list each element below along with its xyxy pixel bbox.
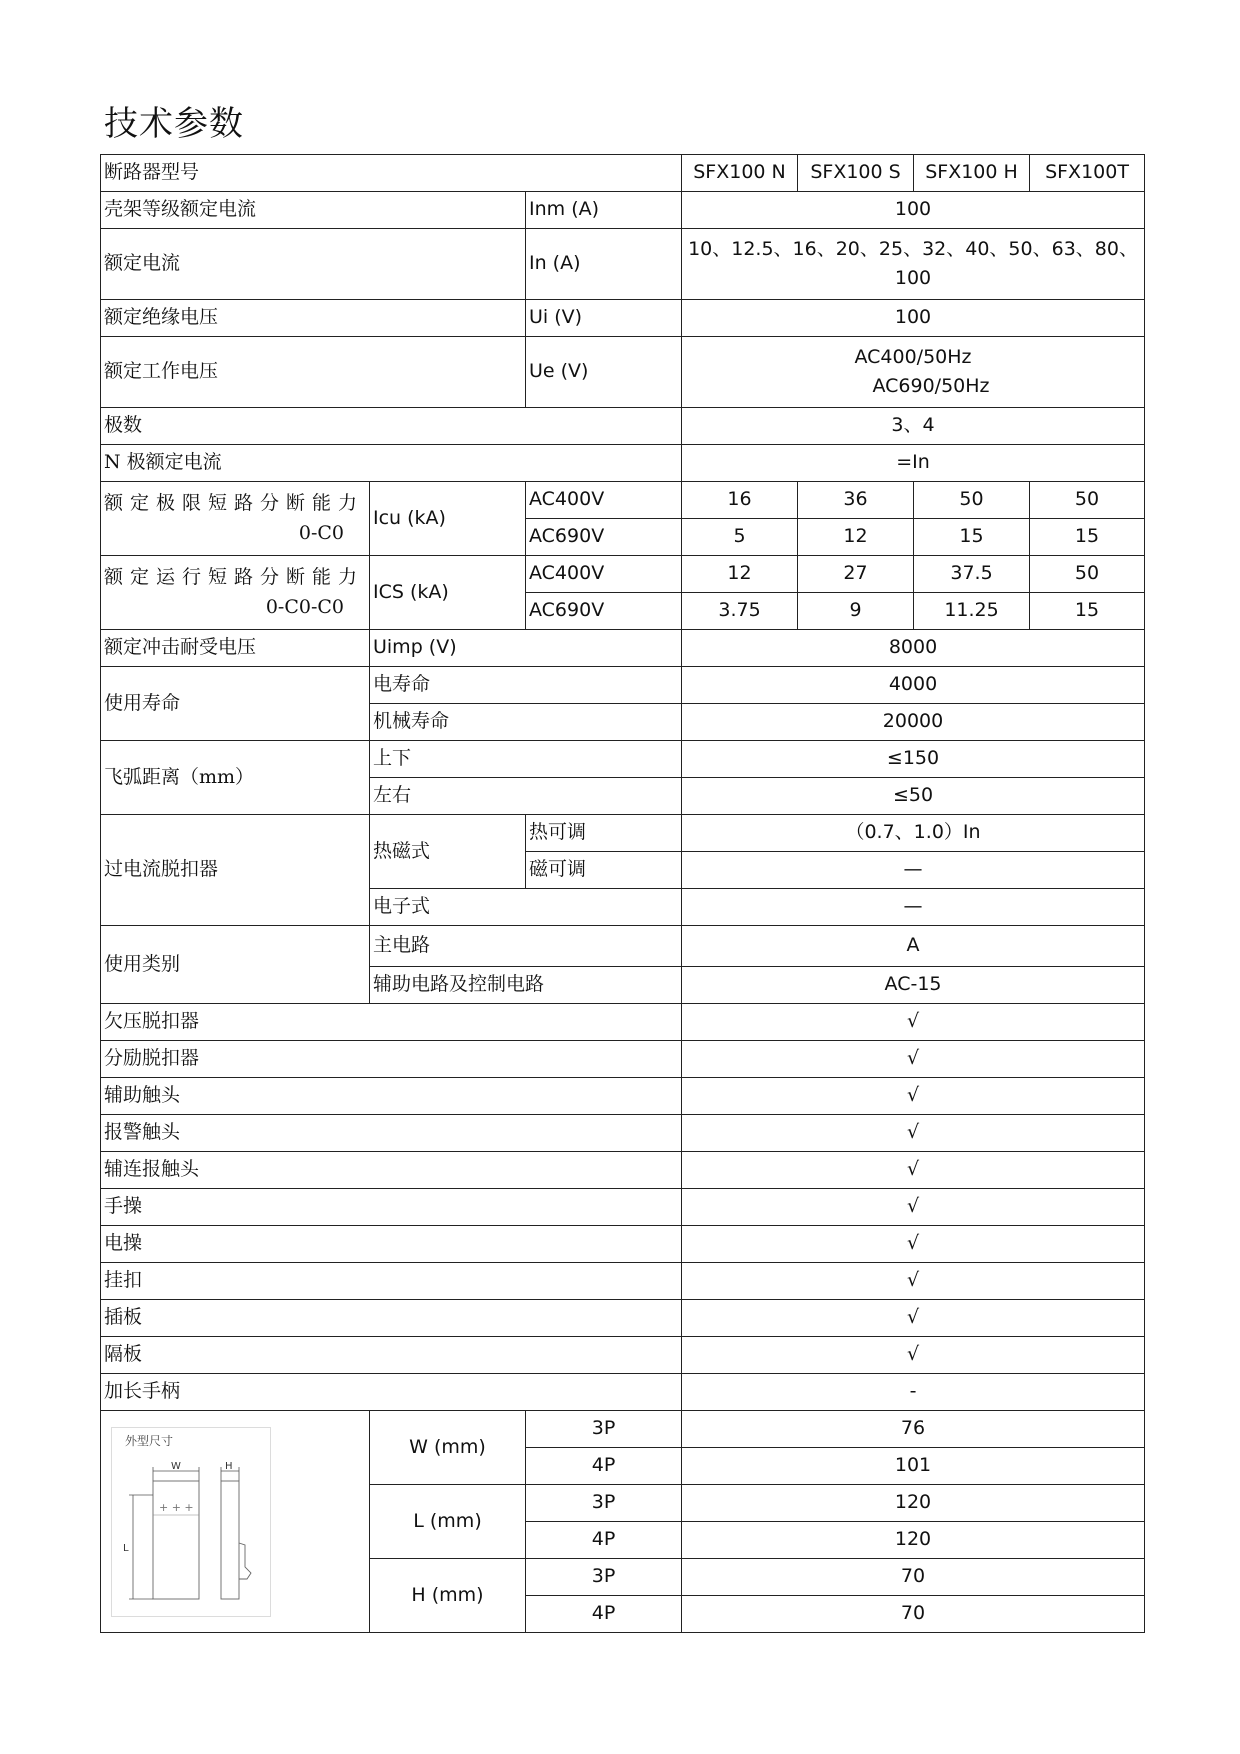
- accessory-row: [101, 1078, 1145, 1115]
- accessory-value: √: [682, 1004, 1145, 1041]
- rated-current-value-line1: 10、12.5、16、20、25、32、40、50、63、80、: [688, 237, 1138, 260]
- accessory-label: 挂扣: [101, 1263, 682, 1300]
- electronic-label: 电子式: [370, 889, 682, 926]
- utilization-category-label: 使用类别: [101, 926, 370, 1004]
- icu-voltage-2: AC690V: [526, 519, 682, 556]
- ics-value-n-2: 3.75: [682, 593, 798, 630]
- dim-poles: 4P: [526, 1522, 682, 1559]
- insulation-voltage-label: 额定绝缘电压: [101, 300, 526, 337]
- accessory-label: 辅连报触头: [101, 1152, 682, 1189]
- ics-value-t-1: 50: [1030, 556, 1145, 593]
- accessory-label: 手操: [101, 1189, 682, 1226]
- magnetic-adjustable-label: 磁可调: [526, 852, 682, 889]
- mechanical-life-label: 机械寿命: [370, 704, 682, 741]
- accessory-row: [101, 1189, 1145, 1226]
- ics-value-h-1: 37.5: [914, 556, 1030, 593]
- dim-value: 70: [682, 1596, 1145, 1633]
- accessory-value: √: [682, 1189, 1145, 1226]
- dim-poles: 4P: [526, 1596, 682, 1633]
- ics-value-h-2: 11.25: [914, 593, 1030, 630]
- accessory-row: [101, 1300, 1145, 1337]
- dim-poles: 3P: [526, 1411, 682, 1448]
- electronic-value: —: [682, 889, 1145, 926]
- dimension-diagram-cell: [101, 1411, 370, 1633]
- n-pole-row: [101, 445, 1145, 482]
- dim-value: 70: [682, 1559, 1145, 1596]
- ics-value-t-2: 15: [1030, 593, 1145, 630]
- dim-value: 120: [682, 1522, 1145, 1559]
- page-title: 技术参数: [104, 104, 244, 144]
- icu-label: 额定极限短路分断能力: [104, 492, 365, 515]
- icu-value-t-2: 15: [1030, 519, 1145, 556]
- accessory-label: 分励脱扣器: [101, 1041, 682, 1078]
- release-row-1: [101, 815, 1145, 852]
- model-label: 断路器型号: [101, 155, 682, 192]
- accessory-value: √: [682, 1078, 1145, 1115]
- main-circuit-label: 主电路: [370, 926, 682, 967]
- impulse-voltage-symbol: Uimp (V): [370, 630, 682, 667]
- diagram-plus-marks: + + +: [159, 1500, 194, 1514]
- poles-value: 3、4: [682, 408, 1145, 445]
- electrical-life-value: 4000: [682, 667, 1145, 704]
- arc-horizontal-label: 左右: [370, 778, 682, 815]
- accessory-row: [101, 1115, 1145, 1152]
- rated-current-value: [682, 229, 1145, 300]
- dimension-diagram: [111, 1427, 271, 1617]
- working-voltage-label: 额定工作电压: [101, 337, 526, 408]
- accessory-label: 电操: [101, 1226, 682, 1263]
- frame-current-value: 100: [682, 192, 1145, 229]
- arc-vertical-label: 上下: [370, 741, 682, 778]
- accessory-value: √: [682, 1041, 1145, 1078]
- model-t: SFX100T: [1030, 155, 1145, 192]
- insulation-voltage-row: [101, 300, 1145, 337]
- arc-vertical-value: ≤150: [682, 741, 1145, 778]
- n-pole-label: N 极额定电流: [101, 445, 682, 482]
- ics-voltage-1: AC400V: [526, 556, 682, 593]
- diagram-l-label: L: [123, 1542, 129, 1554]
- diagram-w-label: W: [171, 1460, 181, 1472]
- icu-value-n-2: 5: [682, 519, 798, 556]
- poles-label: 极数: [101, 408, 682, 445]
- ics-value-n-1: 12: [682, 556, 798, 593]
- accessory-value: √: [682, 1337, 1145, 1374]
- aux-circuit-label: 辅助电路及控制电路: [370, 967, 682, 1004]
- electrical-life-label: 电寿命: [370, 667, 682, 704]
- accessory-value: √: [682, 1263, 1145, 1300]
- ics-value-s-2: 9: [798, 593, 914, 630]
- ics-voltage-2: AC690V: [526, 593, 682, 630]
- working-voltage-line2: AC690/50Hz: [872, 375, 990, 397]
- accessory-value: √: [682, 1152, 1145, 1189]
- mechanical-life-value: 20000: [682, 704, 1145, 741]
- icu-value-h-1: 50: [914, 482, 1030, 519]
- poles-row: [101, 408, 1145, 445]
- accessory-row: [101, 1152, 1145, 1189]
- accessory-label: 隔板: [101, 1337, 682, 1374]
- accessory-value: √: [682, 1226, 1145, 1263]
- dim-label: H (mm): [370, 1559, 526, 1633]
- accessory-value: √: [682, 1300, 1145, 1337]
- thermal-magnetic-label: 热磁式: [370, 815, 526, 889]
- ics-symbol: ICS (kA): [370, 556, 526, 630]
- main-circuit-value: A: [682, 926, 1145, 967]
- accessory-value: -: [682, 1374, 1145, 1411]
- icu-value-s-1: 36: [798, 482, 914, 519]
- impulse-voltage-row: [101, 630, 1145, 667]
- impulse-voltage-label: 额定冲击耐受电压: [101, 630, 370, 667]
- aux-circuit-value: AC-15: [682, 967, 1145, 1004]
- frame-current-label: 壳架等级额定电流: [101, 192, 526, 229]
- frame-current-row: [101, 192, 1145, 229]
- rated-current-symbol: In (A): [526, 229, 682, 300]
- accessory-row: [101, 1041, 1145, 1078]
- accessory-row: [101, 1004, 1145, 1041]
- frame-current-symbol: Inm (A): [526, 192, 682, 229]
- ics-value-s-1: 27: [798, 556, 914, 593]
- icu-voltage-1: AC400V: [526, 482, 682, 519]
- arc-horizontal-value: ≤50: [682, 778, 1145, 815]
- diagram-h-label: H: [225, 1460, 233, 1472]
- header-row: [101, 155, 1145, 192]
- model-s: SFX100 S: [798, 155, 914, 192]
- model-h: SFX100 H: [914, 155, 1030, 192]
- rated-current-label: 额定电流: [101, 229, 526, 300]
- dim-value: 101: [682, 1448, 1145, 1485]
- icu-sub: 0-C0: [298, 521, 344, 544]
- rated-current-value-line2: 100: [894, 267, 932, 289]
- insulation-voltage-symbol: Ui (V): [526, 300, 682, 337]
- accessory-value: √: [682, 1115, 1145, 1152]
- accessory-row: [101, 1337, 1145, 1374]
- icu-label-cell: [101, 482, 370, 556]
- dim-value: 120: [682, 1485, 1145, 1522]
- dim-label: L (mm): [370, 1485, 526, 1559]
- icu-value-h-2: 15: [914, 519, 1030, 556]
- accessory-label: 报警触头: [101, 1115, 682, 1152]
- working-voltage-line1: AC400/50Hz: [854, 345, 972, 368]
- icu-value-n-1: 16: [682, 482, 798, 519]
- life-row-1: [101, 667, 1145, 704]
- working-voltage-symbol: Ue (V): [526, 337, 682, 408]
- dim-value: 76: [682, 1411, 1145, 1448]
- dim-label: W (mm): [370, 1411, 526, 1485]
- icu-symbol: Icu (kA): [370, 482, 526, 556]
- working-voltage-row: [101, 337, 1145, 408]
- arc-distance-label: 飞弧距离（mm）: [101, 741, 370, 815]
- dim-poles: 3P: [526, 1485, 682, 1522]
- dim-poles: 4P: [526, 1448, 682, 1485]
- accessory-label: 辅助触头: [101, 1078, 682, 1115]
- accessory-row: [101, 1263, 1145, 1300]
- spec-table: [100, 154, 1145, 1633]
- life-label: 使用寿命: [101, 667, 370, 741]
- magnetic-adjustable-value: —: [682, 852, 1145, 889]
- thermal-adjustable-value: （0.7、1.0）In: [682, 815, 1145, 852]
- ics-label-cell: [101, 556, 370, 630]
- icu-row-1: [101, 482, 1145, 519]
- dimension-row: [101, 1411, 1145, 1448]
- model-n: SFX100 N: [682, 155, 798, 192]
- accessory-label: 加长手柄: [101, 1374, 682, 1411]
- overcurrent-release-label: 过电流脱扣器: [101, 815, 370, 926]
- accessory-label: 欠压脱扣器: [101, 1004, 682, 1041]
- dim-poles: 3P: [526, 1559, 682, 1596]
- working-voltage-value: [682, 337, 1145, 408]
- ics-row-1: [101, 556, 1145, 593]
- icu-value-s-2: 12: [798, 519, 914, 556]
- impulse-voltage-value: 8000: [682, 630, 1145, 667]
- icu-value-t-1: 50: [1030, 482, 1145, 519]
- n-pole-value: =In: [682, 445, 1145, 482]
- category-row-1: [101, 926, 1145, 967]
- thermal-adjustable-label: 热可调: [526, 815, 682, 852]
- ics-sub: 0-C0-C0: [265, 595, 344, 618]
- diagram-title: 外型尺寸: [125, 1433, 174, 1448]
- accessory-row: [101, 1226, 1145, 1263]
- accessory-label: 插板: [101, 1300, 682, 1337]
- rated-current-row: [101, 229, 1145, 300]
- accessory-row: [101, 1374, 1145, 1411]
- arc-row-1: [101, 741, 1145, 778]
- insulation-voltage-value: 100: [682, 300, 1145, 337]
- ics-label: 额定运行短路分断能力: [104, 566, 365, 589]
